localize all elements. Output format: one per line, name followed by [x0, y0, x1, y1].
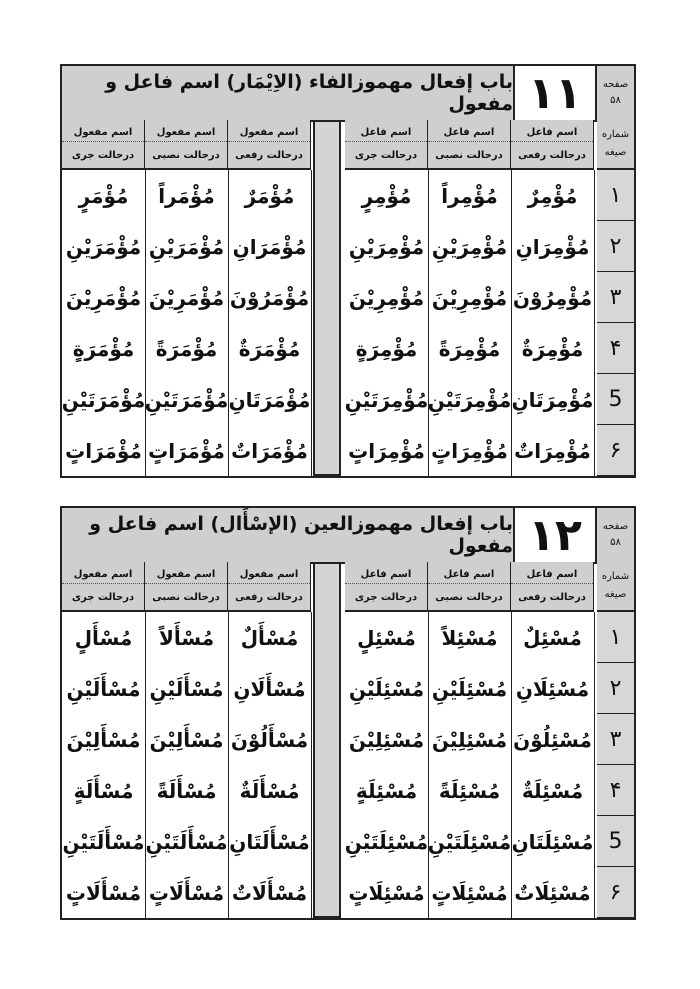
- conjugation-cell: مُسْأَلَاتٍ: [65, 880, 142, 905]
- row-number: ۶: [597, 425, 634, 476]
- conjugation-cell: مُسْأَلَتَيْنِ: [62, 829, 145, 854]
- grid-line: [594, 170, 595, 476]
- conjugation-cell: مُسْأَلَانِ: [233, 676, 306, 701]
- conjugation-cell: مُؤْمِرَيْنِ: [431, 234, 508, 259]
- row-header-line1: شماره: [601, 571, 630, 582]
- column-separator: [313, 562, 341, 918]
- fael-column-header: [345, 120, 428, 170]
- conjugation-cell: مُسْأَلَةٌ: [239, 778, 300, 803]
- conjugation-cell: مُسْئِلَتَانِ: [511, 829, 594, 854]
- row-number: ۲: [597, 663, 634, 714]
- conjugation-cell: مُؤْمِرَةٌ: [521, 336, 584, 361]
- column-header-line1: اسم مفعول: [228, 127, 310, 142]
- conjugation-cell: مُسْئِلٌ: [523, 625, 582, 650]
- column-header-line2: درحالت جری: [71, 150, 135, 161]
- conjugation-cell: مُؤْمِرِيْنَ: [348, 285, 425, 310]
- column-header-line1: اسم فاعل: [345, 127, 427, 142]
- column-header-line1: اسم فاعل: [428, 127, 510, 142]
- conjugation-cell: مُسْأَلَيْنِ: [66, 676, 141, 701]
- mafool-column-header: [228, 120, 311, 170]
- page-reference: [597, 66, 634, 120]
- grid-line: [311, 612, 312, 918]
- row-number: ۱: [597, 612, 634, 663]
- conjugation-cell: مُسْئِلَيْنِ: [431, 676, 508, 701]
- conjugation-cell: مُؤْمِرٍ: [361, 183, 412, 208]
- page-number: ۵۸: [610, 95, 621, 106]
- conjugation-cell: مُسْأَلاً: [158, 625, 215, 650]
- row-number-header: [597, 120, 634, 170]
- mafool-column-header: [62, 562, 145, 612]
- conjugation-cell: مُؤْمَرِيْنَ: [148, 285, 225, 310]
- conjugation-cell: مُؤْمِرَتَيْنِ: [344, 387, 429, 412]
- conjugation-cell: مُؤْمِرَةٍ: [355, 336, 418, 361]
- fael-column-header: [428, 562, 511, 612]
- column-header-line2: درحالت رفعی: [518, 592, 586, 603]
- table-header: [62, 508, 634, 564]
- grid-line: [594, 612, 595, 918]
- conjugation-cell: مُؤْمَرَيْنِ: [65, 234, 142, 259]
- column-separator: [313, 120, 341, 476]
- conjugation-cell: مُؤْمِرَانِ: [515, 234, 590, 259]
- row-number: ۶: [597, 867, 634, 918]
- column-header-line2: درحالت رفعی: [235, 592, 303, 603]
- page-number: ۵۸: [610, 537, 621, 548]
- page-reference: [597, 508, 634, 562]
- conjugation-cell: مُسْئِلُوْنَ: [513, 727, 592, 752]
- row-number: 5: [597, 374, 634, 425]
- conjugation-cell: مُسْئِلَتَيْنِ: [427, 829, 512, 854]
- mafool-column-header: [145, 120, 228, 170]
- row-number: ۴: [597, 765, 634, 816]
- conjugation-cell: مُسْئِلِيْنَ: [431, 727, 508, 752]
- conjugation-cell: مُؤْمَرِيْنَ: [65, 285, 142, 310]
- table-number: ۱۲: [515, 508, 597, 562]
- conjugation-cell: مُؤْمَرُوْنَ: [229, 285, 310, 310]
- conjugation-cell: مُؤْمِرَاتٍ: [348, 438, 425, 463]
- column-header-line2: درحالت رفعی: [518, 150, 586, 161]
- conjugation-cell: مُسْأَلَيْنِ: [149, 676, 224, 701]
- conjugation-cell: مُسْأَلَتَانِ: [229, 829, 310, 854]
- column-header-line1: اسم مفعول: [62, 569, 144, 584]
- conjugation-cell: مُؤْمِراً: [441, 183, 498, 208]
- column-header-line2: درحالت جری: [354, 592, 418, 603]
- column-header-line1: اسم مفعول: [62, 127, 144, 142]
- conjugation-cell: مُسْأَلِيْنَ: [66, 727, 141, 752]
- row-header-line1: شماره: [601, 129, 630, 140]
- fael-column-header: [511, 562, 594, 612]
- conjugation-cell: مُسْئِلَةٌ: [521, 778, 584, 803]
- row-number: ۳: [597, 272, 634, 323]
- conjugation-cell: مُسْئِلَاتٍ: [348, 880, 425, 905]
- column-header-line1: اسم فاعل: [345, 569, 427, 584]
- conjugation-cell: مُؤْمِرٌ: [527, 183, 578, 208]
- row-header-line2: صیغه: [604, 147, 627, 158]
- conjugation-cell: مُسْئِلِيْنَ: [348, 727, 425, 752]
- conjugation-cell: مُؤْمَرَةً: [155, 336, 218, 361]
- grid-line: [311, 170, 312, 476]
- table-title: باب إفعال مهموزالعین (الإسْأَال) اسم فاعل و مفعول: [62, 508, 515, 562]
- fael-column-header: [428, 120, 511, 170]
- page-label: صفحه: [602, 521, 629, 532]
- conjugation-cell: مُؤْمِرَتَيْنِ: [427, 387, 512, 412]
- page-label: صفحه: [602, 79, 629, 90]
- conjugation-cell: مُؤْمَرَيْنِ: [148, 234, 225, 259]
- column-header-line2: درحالت جری: [71, 592, 135, 603]
- conjugation-cell: مُسْئِلَانِ: [515, 676, 590, 701]
- conjugation-cell: مُؤْمِرُوْنَ: [512, 285, 593, 310]
- conjugation-table-11: [60, 64, 636, 478]
- mafool-column-header: [228, 562, 311, 612]
- conjugation-cell: مُؤْمَرَةٌ: [238, 336, 301, 361]
- column-header-line1: اسم مفعول: [228, 569, 310, 584]
- conjugation-table-12: [60, 506, 636, 920]
- conjugation-cell: مُؤْمَرَةٍ: [72, 336, 135, 361]
- conjugation-cell: مُؤْمَرَانِ: [232, 234, 307, 259]
- conjugation-cell: مُسْئِلَيْنِ: [348, 676, 425, 701]
- conjugation-cell: مُؤْمَرٍ: [78, 183, 129, 208]
- column-header-line2: درحالت نصبی: [152, 150, 220, 161]
- conjugation-cell: مُؤْمَرَاتٍ: [65, 438, 142, 463]
- column-header-line1: اسم مفعول: [145, 569, 227, 584]
- conjugation-cell: مُؤْمِرَاتٌ: [514, 438, 591, 463]
- conjugation-cell: مُؤْمِرَةً: [438, 336, 501, 361]
- row-number: ۴: [597, 323, 634, 374]
- conjugation-cell: مُسْأَلَتَيْنِ: [145, 829, 228, 854]
- conjugation-cell: مُسْئِلٍ: [357, 625, 416, 650]
- row-number: ۱: [597, 170, 634, 221]
- conjugation-cell: مُسْأَلَةٍ: [73, 778, 134, 803]
- conjugation-cell: مُسْئِلَةً: [438, 778, 501, 803]
- conjugation-cell: مُؤْمَرَتَيْنِ: [61, 387, 146, 412]
- column-header-line1: اسم فاعل: [511, 127, 593, 142]
- column-header-line2: درحالت نصبی: [435, 592, 503, 603]
- conjugation-cell: مُؤْمَرَتَيْنِ: [144, 387, 229, 412]
- row-number: ۳: [597, 714, 634, 765]
- row-number: ۲: [597, 221, 634, 272]
- conjugation-cell: مُؤْمِرِيْنَ: [431, 285, 508, 310]
- mafool-column-header: [62, 120, 145, 170]
- conjugation-cell: مُسْأَلِيْنَ: [149, 727, 224, 752]
- conjugation-cell: مُسْأَلُوْنَ: [230, 727, 309, 752]
- column-header-line2: درحالت نصبی: [152, 592, 220, 603]
- column-header-line1: اسم فاعل: [428, 569, 510, 584]
- conjugation-cell: مُؤْمِرَاتٍ: [431, 438, 508, 463]
- table-number: ۱۱: [515, 66, 597, 120]
- conjugation-cell: مُؤْمِرَتَانِ: [511, 387, 594, 412]
- mafool-column-header: [145, 562, 228, 612]
- conjugation-cell: مُسْئِلَتَيْنِ: [344, 829, 429, 854]
- row-number: 5: [597, 816, 634, 867]
- column-header-line2: درحالت نصبی: [435, 150, 503, 161]
- conjugation-cell: مُسْأَلٍ: [74, 625, 133, 650]
- conjugation-cell: مُؤْمِرَيْنِ: [348, 234, 425, 259]
- conjugation-cell: مُسْأَلَاتٌ: [231, 880, 308, 905]
- conjugation-cell: مُؤْمَرَتَانِ: [228, 387, 311, 412]
- row-number-column: [597, 170, 634, 476]
- conjugation-cell: مُؤْمَرَاتٍ: [148, 438, 225, 463]
- conjugation-cell: مُؤْمَرَاتٌ: [231, 438, 308, 463]
- conjugation-cell: مُسْأَلَةً: [156, 778, 217, 803]
- column-header-line2: درحالت رفعی: [235, 150, 303, 161]
- table-title: باب إفعال مهموزالفاء (الاِيْمَار) اسم فاعل و مفعول: [62, 66, 515, 120]
- conjugation-cell: مُسْئِلَةٍ: [355, 778, 418, 803]
- row-number-column: [597, 612, 634, 918]
- column-header-line1: اسم فاعل: [511, 569, 593, 584]
- row-number-header: [597, 562, 634, 612]
- row-header-line2: صیغه: [604, 589, 627, 600]
- column-header-line2: درحالت جری: [354, 150, 418, 161]
- fael-column-header: [345, 562, 428, 612]
- fael-column-header: [511, 120, 594, 170]
- conjugation-cell: مُسْئِلَاتٍ: [431, 880, 508, 905]
- column-header-line1: اسم مفعول: [145, 127, 227, 142]
- conjugation-cell: مُسْئِلاً: [441, 625, 498, 650]
- conjugation-cell: مُؤْمَراً: [158, 183, 215, 208]
- conjugation-cell: مُسْأَلَاتٍ: [148, 880, 225, 905]
- table-header: [62, 66, 634, 122]
- conjugation-cell: مُؤْمَرٌ: [244, 183, 295, 208]
- conjugation-cell: مُسْئِلَاتٌ: [514, 880, 591, 905]
- conjugation-cell: مُسْأَلٌ: [240, 625, 299, 650]
